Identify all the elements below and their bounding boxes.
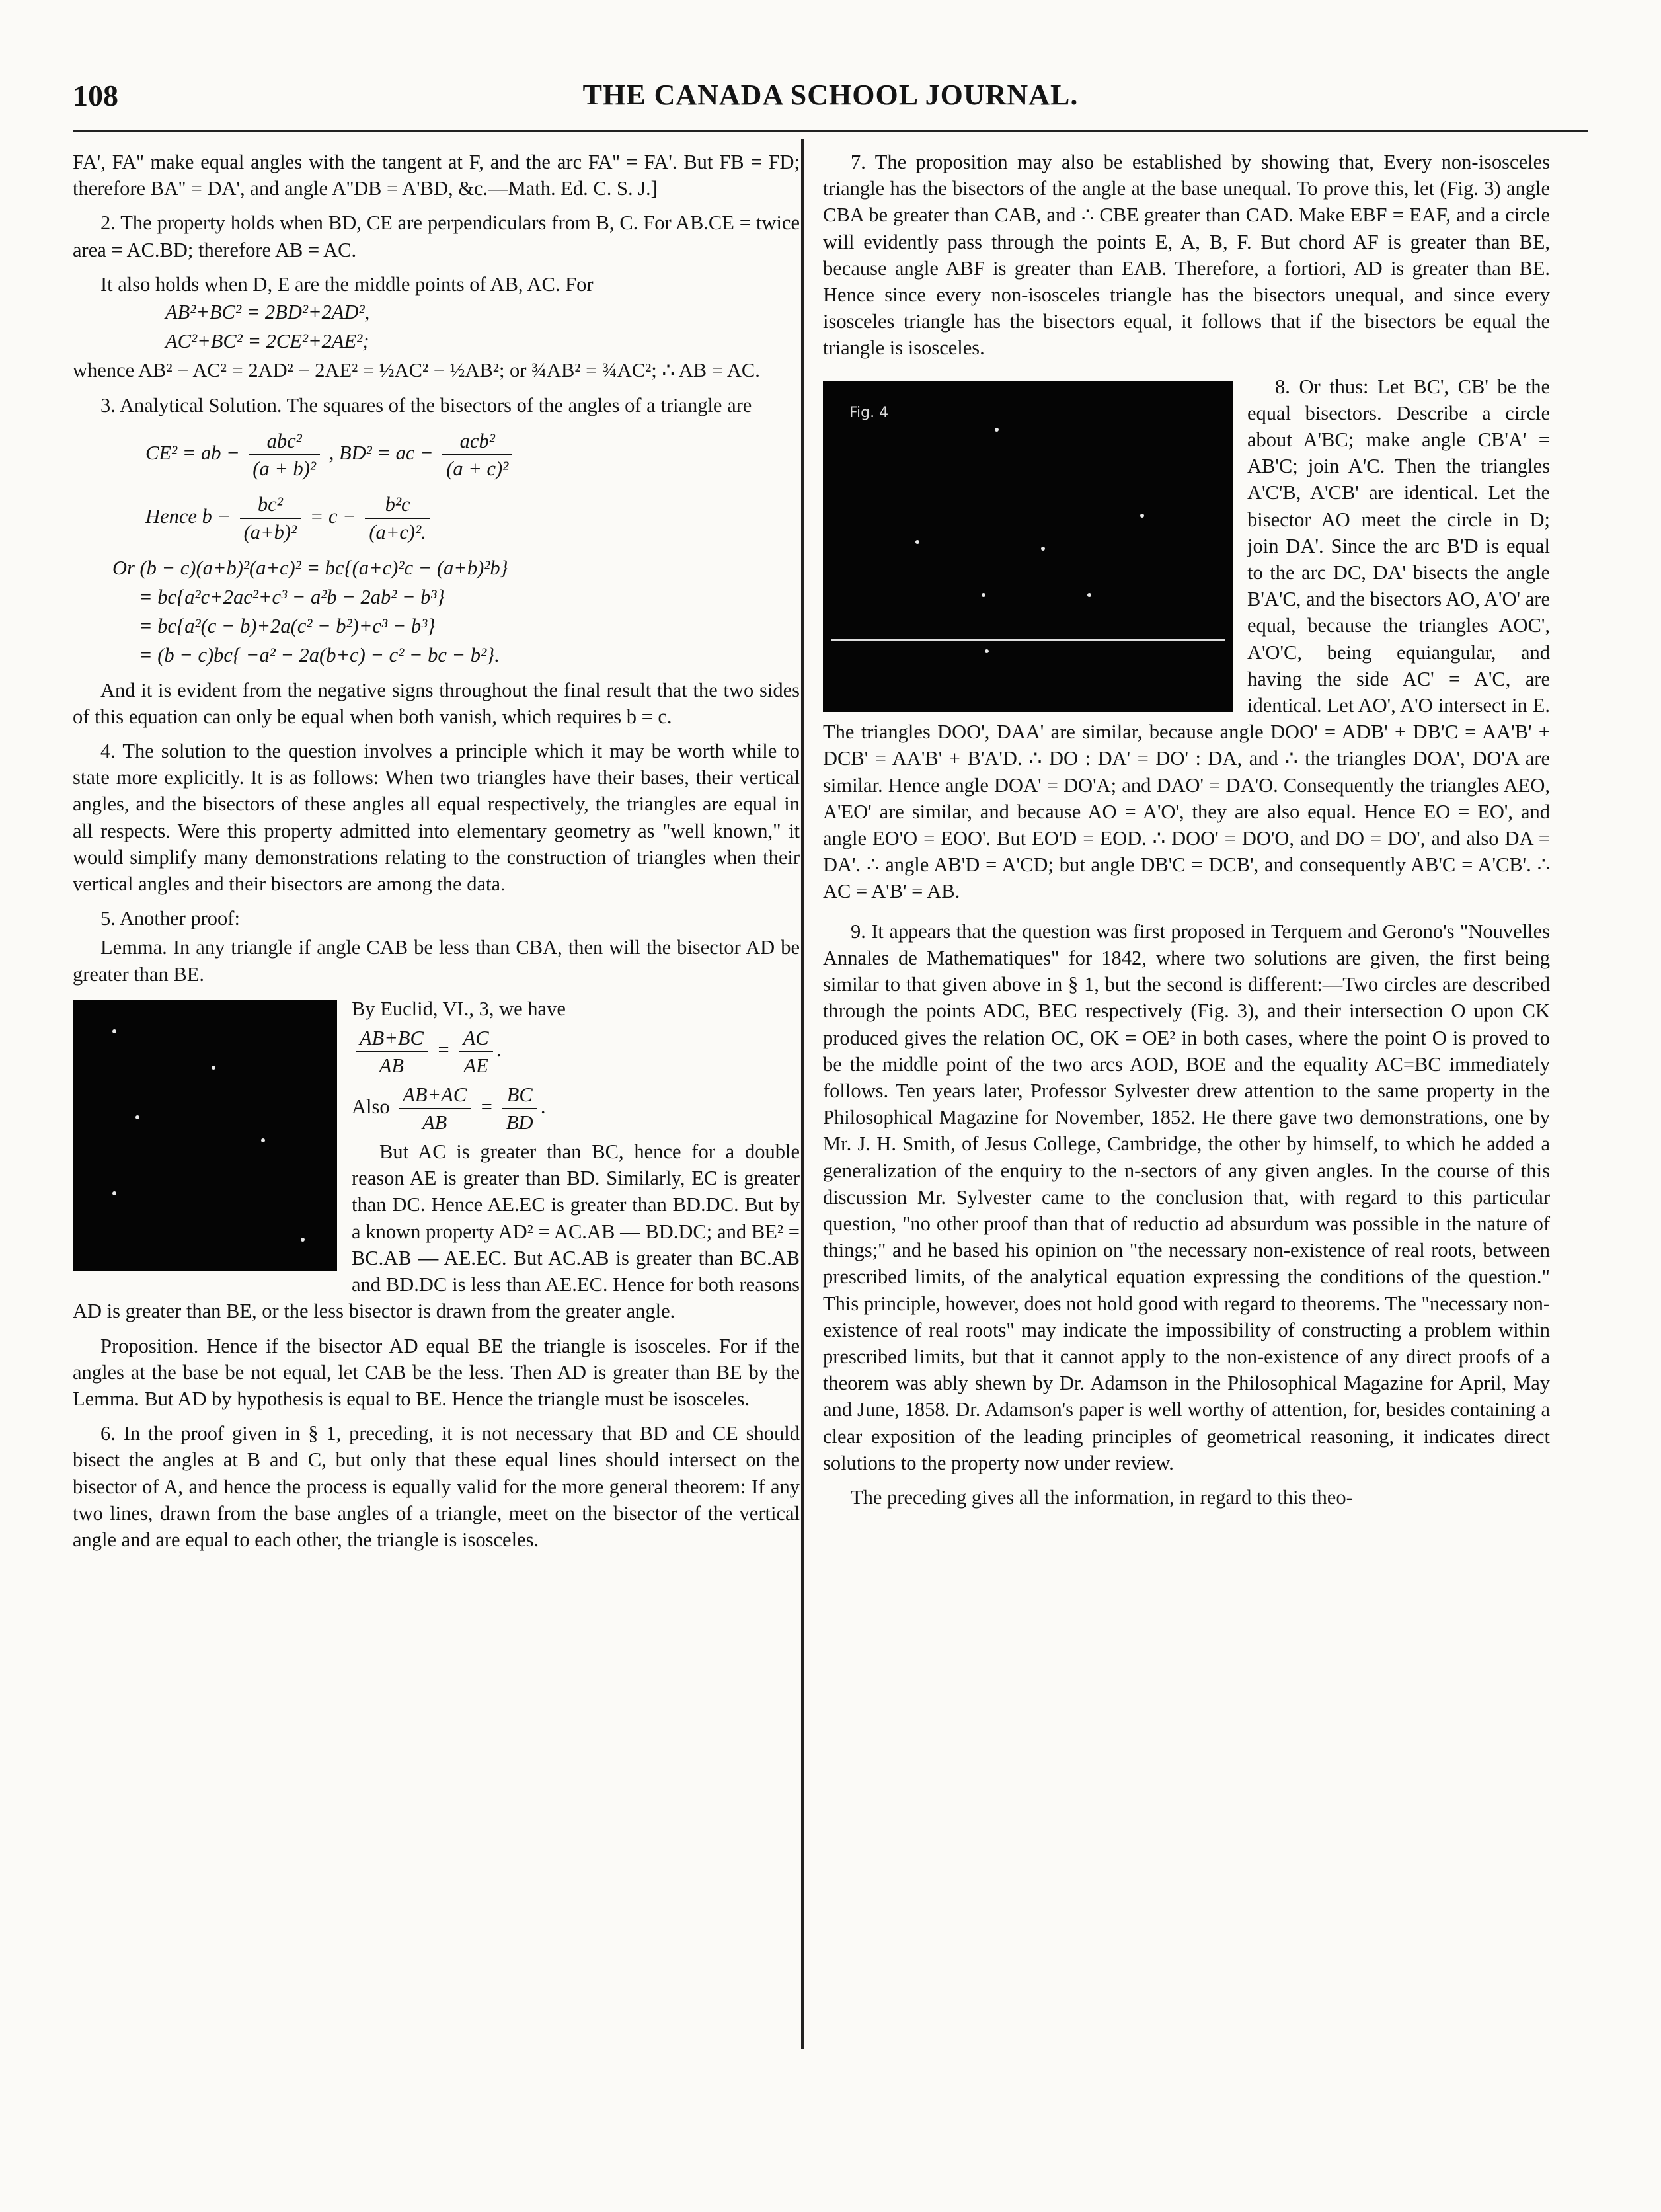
equation-5a: $\frac{AB+BC}{AB}$ = $\frac{AC}{AE}$ . [152, 1025, 800, 1079]
paragraph-9: 9. It appears that the question was first proposed in Terquem and Gerono's "Nouvelles Annales de Mathematiques" for 1842, where two solutions are given, the first being similar to that given above in § 1, but the second is different:—Two circles are described through the points ADC, BEC respectively (Fig. 3), and their intersection O upon CK produced gives the relation OC, OK = OE² in both cases, where the point O is proved to be the middle point of the two arcs AOD, BOE and the equality AC=BC immediately follows. Ten years later, Professor Sylvester drew attention to the same property in the Philosophical Magazine for November, 1852. He there gave two demonstrations, one by Mr. J. H. Smith, of Jesus College, Cambridge, the other by himself, to which he added a generalization of the enquiry to the n-sectors of any given angles. In the course of this discussion Mr. Sylvester came to the conclusion that, with regard to this particular question, "no other proof than that of reductio ad absurdum was possible in the nature of things;" and he based his opinion on "the necessary non-existence of real roots, between prescribed limits, of the analytical equation expressing the conditions of the question." This principle, however, does not hold good with regard to theorems. The "necessary non-existence of real roots" may indicate the impossibility of constructing a problem within prescribed limits, but that it cannot apply to the non-existence of any direct proofs of a theorem was ably shewn by Dr. Adamson in the Philosophical Magazine for April, May and June, 1858. Dr. Adamson's paper is well worthy of attention, for, besides containing a clear exposition of the leading principles of geometrical reasoning, it indicates direct solutions to the property now under review. [823, 920, 1550, 1474]
column-divider [801, 139, 804, 2049]
fraction-abc [249, 428, 320, 482]
figure-point [982, 593, 985, 597]
figure-point [1140, 514, 1144, 518]
page-number: 108 [73, 79, 118, 112]
fraction-denominator: BD [506, 1111, 533, 1134]
also-label: Also [352, 1095, 390, 1119]
equation-3a-mid: , BD² = ac − [328, 441, 434, 464]
fraction-numerator: b²c [365, 491, 430, 519]
fraction-numerator: BC [502, 1082, 537, 1109]
fraction-numerator: abc² [249, 428, 320, 455]
fraction-numerator: AB+AC [399, 1082, 471, 1109]
equation-3f: = (b − c)bc{ −a² − 2a(b+c) − c² − bc − b²}. [139, 644, 500, 667]
paragraph-4: 4. The solution to the question involves a principle which it may be worth while to state more explicitly. It is as follows: When two triangles have their bases, their vertical angles, and the bisectors of these angles all equal respectively, the triangles are equal in all respects. Were this property admitted into elementary geometry as "well known," it would simplify many demonstrations relating to the construction of triangles when their vertical angles and their bisectors are among the data. [73, 740, 800, 896]
lemma: Lemma. In any triangle if angle CAB be less than CBA, then will the bisector AD be greater than BE. [73, 936, 800, 986]
fraction-numerator: AB+BC [356, 1025, 428, 1052]
fraction-denominator: AB [422, 1111, 447, 1134]
equation-3e: = bc{a²(c − b)+2a(c² − b²)+c³ − b³} [139, 615, 436, 638]
paragraph-3-conclusion: And it is evident from the negative signs throughout the final result that the two sides of this equation can only be equal when both vanish, which requires b = c. [73, 678, 800, 728]
fraction-numerator: bc² [240, 491, 301, 519]
fraction-denominator: (a + b)² [252, 457, 317, 480]
equation-3b-mid: = c − [309, 504, 356, 528]
paragraph-2: 2. The property holds when BD, CE are perpendiculars from B, C. For AB.CE = twice area = AC.BD; therefore AB = AC. [73, 212, 800, 261]
fraction-b2c [365, 491, 430, 545]
figure-point [1087, 593, 1091, 597]
fraction-denominator: AE [463, 1054, 488, 1078]
left-column [73, 149, 800, 1561]
equation-3b-lhs: Hence b − [145, 504, 231, 528]
euclid-line: By Euclid, VI., 3, we have [352, 997, 566, 1020]
equation-2b: AC²+BC² = 2CE²+2AE²; [165, 330, 369, 353]
paragraph-1-end: FA', FA'' make equal angles with the tangent at F, and the arc FA'' = FA'. But FB = FD; therefore BA'' = DA', and angle A''DB = A'BD, &c.—Math. Ed. C. S. J.] [73, 151, 800, 200]
fraction-ab-ac [399, 1082, 471, 1136]
running-head [73, 78, 1588, 118]
paragraph-8: 8. Or thus: Let BC', CB' be the equal bisectors. Describe a circle about A'BC; make angle CB'A' = AB'C; join A'C. Then the triangles A'C'B, A'CB' are identical. Let the bisector AO meet the circle in D; join DA'. Since the arc B'D is equal to the arc DC, DA' bisects the angle B'A'C, and the bisectors AO, A'O' are equal, because the triangles AOC', A'O'C, being equiangular, and having the side AC' = A'C, are identical. Let AO', A'O intersect in E. The triangles DOO', DAA' are similar, because angle DOO' = ADB' + DB'C = AA'B' + DCB' = AA'B' + B'A'D. ∴ DO : DA' = DO' : DA, and ∴ the triangles DOA', DO'A are similar. Hence angle DOA' = DO'A; and DAO' = DA'O. Consequently the triangles AEO, A'EO' are similar, and because AO = A'O', they are also equal. Hence EO = EO', and angle EO'O = EOO'. But EO'D = EOD. ∴ DOO' = DO'O, and DO = DO', and also DA = DA'. ∴ angle AB'D = A'CD; but angle DB'C = DCB', and consequently AB'C = A'CB'. ∴ AC = A'B' = AB. [823, 375, 1550, 903]
paragraph-5: 5. Another proof: [100, 907, 240, 930]
equation-3b [145, 491, 800, 545]
figure-point [112, 1191, 116, 1195]
figure-label: Fig. 4 [849, 404, 889, 421]
figure-point [112, 1029, 116, 1033]
equation-3d: = bc{a²c+2ac²+c³ − a²b − 2ab² − b³} [139, 586, 445, 609]
figure-4 [823, 381, 1233, 712]
fraction-denominator: (a + c)² [446, 457, 509, 480]
fraction-numerator: AC [459, 1025, 493, 1052]
paragraph-2-whence: whence AB² − AC² = 2AD² − 2AE² = ½AC² − ½AB²; or ¾AB² = ¾AC²; ∴ AB = AC. [73, 359, 760, 382]
figure-lemma [73, 1000, 337, 1271]
equation-3a-lhs: CE² = ab − [145, 441, 240, 464]
fraction-denominator: (a+b)² [243, 520, 297, 543]
paragraph-2-middle-points: It also holds when D, E are the middle points of AB, AC. For [100, 272, 594, 296]
header-rule [73, 130, 1588, 132]
figure-point [915, 540, 919, 544]
journal-title: THE CANADA SCHOOL JOURNAL. [582, 79, 1079, 111]
equation-5b: Also $\frac{AB+AC}{AB}$ = $\frac{BC}{BD}$ . [73, 1082, 800, 1136]
fraction-ac-ae [459, 1025, 493, 1079]
fraction-bc-bd [502, 1082, 537, 1136]
fraction-denominator: (a+c)². [369, 520, 426, 543]
figure-point [301, 1238, 305, 1242]
fraction-denominator: AB [379, 1054, 405, 1078]
equation-3c: Or (b − c)(a+b)²(a+c)² = bc{(a+c)²c − (a+b)²b} [112, 556, 508, 579]
fraction-ab-bc [356, 1025, 428, 1079]
paragraph-10: The preceding gives all the information, in regard to this theo- [851, 1485, 1353, 1509]
paragraph-5-body: But AC is greater than BC, hence for a double reason AE is greater than BD. Similarly, EC is greater than DC. Hence AE.EC is greater than BD.DC. But by a known property AD² = AC.AB — BD.DC; and BE² = BC.AB — AE.EC. But AC.AB is greater than BC.AB and BD.DC is less than AE.EC. Hence for both reasons AD is greater than BE, or the less bisector is drawn from the greater angle. [73, 1140, 800, 1323]
figure-point [995, 428, 999, 432]
paragraph-7: 7. The proposition may also be established by showing that, Every non-isosceles triangle has the bisectors of the angle at the base unequal. To prove this, let (Fig. 3) angle CBA be greater than CAB, and ∴ CBE greater than CAD. Make EBF = EAF, and a circle will evidently pass through the points E, A, B, F. But chord AF is greater than BE, because angle ABF is greater than EAB. Therefore, a fortiori, AD is greater than BE. Hence since every non-isosceles triangle has the bisectors unequal, and since every isosceles triangle has the bisectors equal, it follows that if the bisectors be equal the triangle is isosceles. [823, 151, 1550, 360]
figure-point [985, 649, 989, 653]
fraction-acb [442, 428, 512, 482]
figure-point [135, 1115, 139, 1119]
figure-point [261, 1138, 265, 1142]
fraction-bc [240, 491, 301, 545]
paragraph-6: 6. In the proof given in § 1, preceding, it is not necessary that BD and CE should bisect the angles at B and C, but only that these equal lines should intersect on the bisector of A, and hence the process is equally valid for the more general theorem: If any two lines, drawn from the base angles of a triangle, meet on the bisector of the vertical angle and are equal to each other, the triangle is isosceles. [73, 1422, 800, 1551]
figure-point [212, 1066, 215, 1070]
figure-baseline [831, 639, 1225, 641]
paragraph-3: 3. Analytical Solution. The squares of the bisectors of the angles of a triangle are [100, 393, 752, 416]
figure-point [1041, 547, 1045, 551]
fraction-numerator: acb² [442, 428, 512, 455]
right-column [823, 149, 1550, 1519]
equation-3a [145, 428, 800, 482]
proposition: Proposition. Hence if the bisector AD equal BE the triangle is isosceles. For if the angles at the base be not equal, let CAB be the less. Then AD is greater than BE by the Lemma. But AD by hypothesis is equal to BE. Hence the triangle must be isosceles. [73, 1334, 800, 1410]
equation-2a: AB²+BC² = 2BD²+2AD², [165, 301, 370, 324]
